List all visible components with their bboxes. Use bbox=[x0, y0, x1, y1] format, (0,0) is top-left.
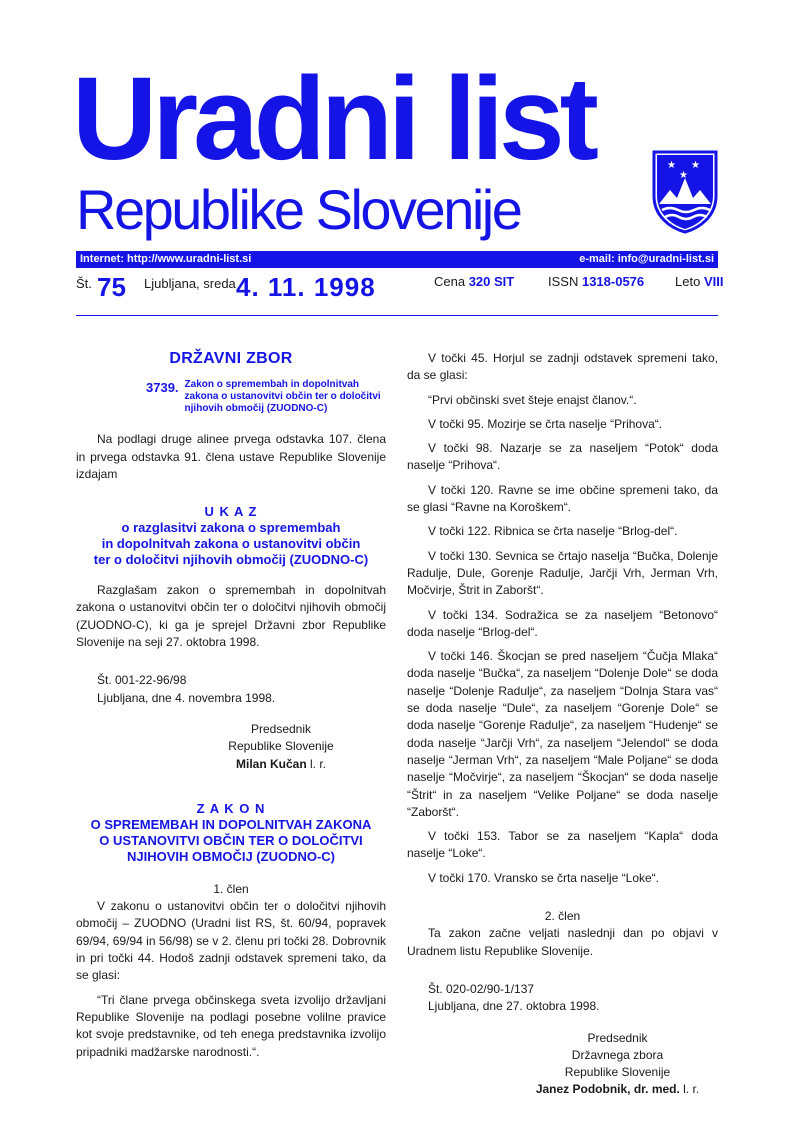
price bbox=[434, 274, 514, 289]
svg-text:★: ★ bbox=[667, 160, 676, 171]
masthead-title: Uradni list bbox=[72, 53, 594, 185]
signature-name: Milan Kučan bbox=[235, 756, 307, 771]
signature-name: Janez Podobnik, dr. med. bbox=[535, 1082, 680, 1097]
email-link[interactable]: e-mail: info@uradni-list.si bbox=[579, 253, 714, 265]
svg-text:★: ★ bbox=[679, 170, 688, 181]
act-title: Zakon o spremembah in dopolnitvah zakona o ustanovitvi občin ter o določitvi njihovih območij (ZUODNO-C) bbox=[184, 379, 381, 415]
amendment-paragraph: V točki 122. Ribnica se črta naselje “Brlog-del“. bbox=[428, 524, 678, 539]
signature-org: Državnega zbora bbox=[571, 1047, 664, 1062]
amendment-paragraph: V točki 170. Vransko se črta naselje “Loke“. bbox=[428, 870, 659, 885]
signature-block bbox=[176, 721, 386, 773]
left-column bbox=[76, 350, 386, 1068]
issue-number: 75 bbox=[97, 272, 126, 302]
signature-org: Republike Slovenije bbox=[228, 739, 334, 754]
act-number: 3739. bbox=[146, 380, 179, 396]
amendment-paragraph: V točki 146. Škocjan se pred naseljem “Čučja Mlaka“ doda naselje “Bučka“, za naseljem “Dolenje Dole“ se doda naselje “Dolenje Radulje“, za naseljem “Dolnja Stara vas“ se doda naselje “Dule“, za naseljem “Gorenje Dole“ se doda naselje “Gorenje Radulje“, za naseljem “Hudenje“ se doda naselje “Jarčji Vrh“, za naseljem “Jelendol“ se doda naselje “Jerman Vrh“, za naseljem “Male Poljane“ se doda naselje “Močvirje“, za naseljem “Škocjan“ se doda naselje “Štrit“ in za naseljem “Velike Poljane“ se doda naselje “Zaboršt“. bbox=[407, 649, 718, 819]
signature-suffix: l. r. bbox=[306, 756, 327, 771]
decree-subtitle-2: in dopolnitvah zakona o ustanovitvi občin bbox=[101, 536, 361, 552]
article-1-text: V zakonu o ustanovitvi občin ter o določitvi njihovih območij – ZUODNO (Uradni list RS, št. 60/94, popravek 69/94, 69/94 in 56/98) se v 2. členu pri točki 28. Dobrovnik in pri točki 44. Hodoš zadnji odstavek spremeni tako, da se glasi: bbox=[76, 899, 386, 983]
issn-label: ISSN bbox=[548, 274, 579, 289]
reference-date: Ljubljana, dne 4. novembra 1998. bbox=[97, 690, 276, 705]
proclamation-paragraph: Razglašam zakon o spremembah in dopolnitvah zakona o ustanovitvi občin ter o določitvi njihovih območij (ZUODNO-C), ki ga je sprejel Državni zbor Republike Slovenije na seji 27. oktobra 1998. bbox=[76, 583, 386, 650]
article-2-text: Ta zakon začne veljati naslednji dan po objavi v Uradnem listu Republike Slovenije. bbox=[407, 926, 718, 958]
signature-line bbox=[517, 1081, 718, 1098]
law-subtitle-1: O SPREMEMBAH IN DOPOLNITVAH ZAKONA bbox=[90, 816, 372, 832]
amendment-paragraph: V točki 134. Sodražica se za naseljem “Betonovo“ doda naselje “Brlog-del“. bbox=[407, 607, 718, 639]
decree-title: U K A Z bbox=[204, 504, 258, 520]
signature-line bbox=[176, 756, 386, 773]
intro-paragraph: Na podlagi druge alinee prvega odstavka 107. člena in prvega odstavka 91. člena ustave Republike Slovenije izdajam bbox=[76, 432, 386, 481]
amendment-paragraph: V točki 130. Sevnica se črtajo naselja “Bučka, Dolenje Radulje, Dule, Gorenje Radulje, Jarčji Vrh, Jerman Vrh, Močvirje, Štrit in Zaboršt“. bbox=[407, 548, 718, 598]
year-label: Leto bbox=[675, 274, 701, 289]
issue-label: Št. bbox=[76, 276, 92, 291]
decree-subtitle-1: o razglasitvi zakona o spremembah bbox=[121, 520, 341, 536]
amendment-paragraph: V točki 153. Tabor se za naseljem “Kapla“ doda naselje “Loke“. bbox=[407, 829, 718, 861]
act-heading bbox=[146, 379, 386, 415]
law-subtitle-3: NJIHOVIH OBMOČIJ (ZUODNO-C) bbox=[127, 848, 335, 864]
issn bbox=[548, 274, 644, 289]
decree-heading bbox=[76, 504, 386, 568]
decree-subtitle-3: ter o določitvi njihovih območij (ZUODNO-C) bbox=[93, 552, 369, 568]
issue-date: 4. 11. 1998 bbox=[236, 272, 376, 302]
amendment-paragraph: V točki 98. Nazarje se za naseljem “Potok“ doda naselje “Prihova“. bbox=[407, 441, 718, 473]
signature-org: Republike Slovenije bbox=[564, 1065, 671, 1080]
signature-role: Predsednik bbox=[587, 1030, 648, 1045]
reference-date: Ljubljana, dne 27. oktobra 1998. bbox=[428, 999, 600, 1014]
article-2-heading: 2. člen bbox=[544, 909, 581, 924]
amendment-paragraph: V točki 45. Horjul se zadnji odstavek spremeni tako, da se glasi: bbox=[407, 351, 718, 383]
masthead-subtitle: Republike Slovenije bbox=[76, 178, 521, 241]
issue-info-row bbox=[76, 272, 724, 306]
law-title: Z A K O N bbox=[196, 800, 266, 816]
issue-place: Ljubljana, sreda bbox=[144, 276, 236, 291]
signature-suffix: l. r. bbox=[679, 1082, 700, 1097]
article-1-quote: “Tri člane prvega občinskega sveta izvolijo državljani Republike Slovenije na podlagi posebne volilne pravice kot svoje predstavnike, od teh enega predstavnika izvolijo pripadniki madžarske narodnosti.“. bbox=[76, 992, 386, 1059]
reference-number: Št. 001-22-96/98 bbox=[97, 673, 187, 688]
signature-role: Predsednik bbox=[250, 721, 312, 736]
right-column bbox=[407, 350, 718, 1099]
year bbox=[675, 274, 723, 289]
amendment-quote: “Prvi občinski svet šteje enajst članov.“. bbox=[428, 392, 637, 407]
issn-value: 1318-0576 bbox=[581, 274, 645, 289]
law-subtitle-2: O USTANOVITVI OBČIN TER O DOLOČITVI bbox=[99, 832, 363, 848]
article-1-heading: 1. člen bbox=[213, 881, 249, 896]
coat-of-arms-icon bbox=[650, 148, 720, 234]
svg-text:★: ★ bbox=[691, 160, 700, 171]
price-value: 320 SIT bbox=[468, 274, 515, 289]
section-title: DRŽAVNI ZBOR bbox=[169, 350, 293, 367]
reference-number: Št. 020-02/90-1/137 bbox=[428, 981, 535, 996]
year-value: VIII bbox=[703, 274, 724, 289]
contact-bar bbox=[76, 251, 718, 268]
amendment-paragraph: V točki 120. Ravne se ime občine spremeni tako, da se glasi “Ravne na Koroškem“. bbox=[407, 482, 718, 515]
signature-block bbox=[517, 1030, 718, 1099]
amendment-paragraph: V točki 95. Mozirje se črta naselje “Prihova“. bbox=[428, 416, 663, 431]
internet-link[interactable]: Internet: http://www.uradni-list.si bbox=[80, 253, 252, 265]
header-rule bbox=[76, 315, 718, 316]
law-heading bbox=[76, 801, 386, 865]
price-label: Cena bbox=[434, 274, 466, 289]
